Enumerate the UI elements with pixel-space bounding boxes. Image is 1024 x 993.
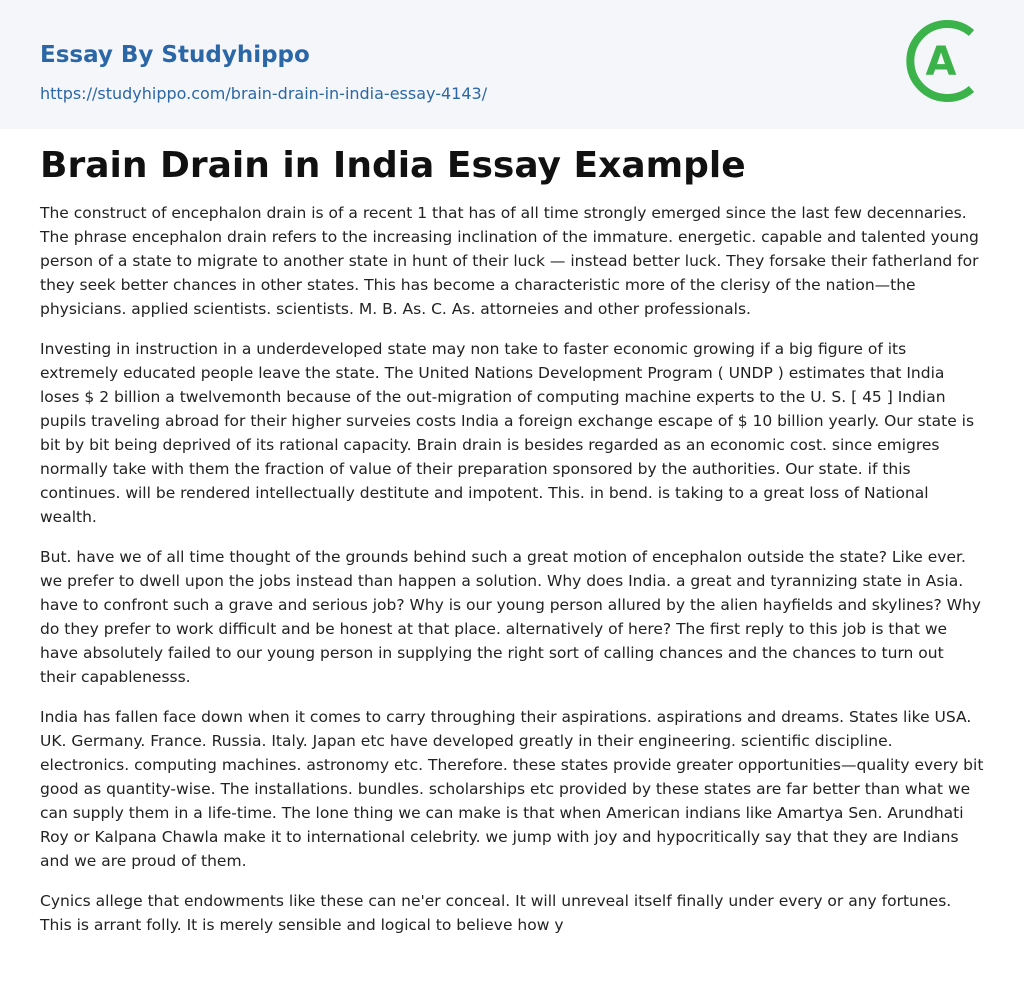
essay-body [40,201,984,953]
essay-paragraph-2: Investing in instruction in a underdeveloped state may non take to faster economic growing if a big figure of its extremely educated people leave the state. The United Nations Development Program ( UNDP ) estimates that India loses $ 2 billion a twelvemonth because of the out-migration of computing machine experts to the U. S. [ 45 ] Indian pupils traveling abroad for their higher surveies costs India a foreign exchange escape of $ 10 billion yearly. Our state is bit by bit being deprived of its rational capacity. Brain drain is besides regarded as an economic cost. since emigres normally take with them the fraction of value of their preparation sponsored by the authorities. Our state. if this continues. will be rendered intellectually destitute and impotent. This. in bend. is taking to a great loss of National wealth. [40,340,975,526]
essay-paragraph-4: India has fallen face down when it comes to carry throughing their aspirations. aspirations and dreams. States like USA. UK. Germany. France. Russia. Italy. Japan etc have developed greatly in their engineering. scientific discipline. electronics. computing machines. astronomy etc. Therefore. these states provide greater opportunities—quality every bit good as quantity-wise. The installations. bundles. scholarships etc provided by these states are far better than what we can supply them in a life-time. The lone thing we can make is that when American indians like Amartya Sen. Arundhati Roy or Kalpana Chawla make it to international celebrity. we jump with joy and hypocritically say that they are Indians and we are proud of them. [40,708,984,870]
site-header [0,0,1024,129]
brand-name: Essay By Studyhippo [40,42,310,68]
essay-paragraph-5: Cynics allege that endowments like these can ne'er conceal. It will unreveal itself finally under every or any fortunes. This is arrant folly. It is merely sensible and logical to believe how y [40,892,952,934]
essay-paragraph-3: But. have we of all time thought of the grounds behind such a great motion of encephalon outside the state? Like ever. we prefer to dwell upon the jobs instead than happen a solution. Why does India. a great and tyrannizing state in Asia. have to confront such a grave and serious job? Why is our young person allured by the alien hayfields and skylines? Why do they prefer to work difficult and be honest at that place. alternatively of here? The first reply to this job is that we have absolutely failed to our young person in supplying the right sort of calling chances and the chances to turn out their capablenesss. [40,548,981,686]
essay-title: Brain Drain in India Essay Example [40,145,746,186]
essay-paragraph-1: The construct of encephalon drain is of a recent 1 that has of all time strongly emerged since the last few decennaries. The phrase encephalon drain refers to the increasing inclination of the immature. energetic. capable and talented young person of a state to migrate to another state in hunt of their luck — instead better luck. They forsake their fatherland for they seek better chances in other states. This has become a characteristic more of the clerisy of the nation—the physicians. applied scientists. scientists. M. B. As. C. As. attorneies and other professionals. [40,204,979,318]
essay-url-link[interactable]: https://studyhippo.com/brain-drain-in-india-essay-4143/ [40,84,488,103]
studyhippo-logo-icon[interactable] [903,18,989,104]
logo-letter: A [925,39,957,85]
